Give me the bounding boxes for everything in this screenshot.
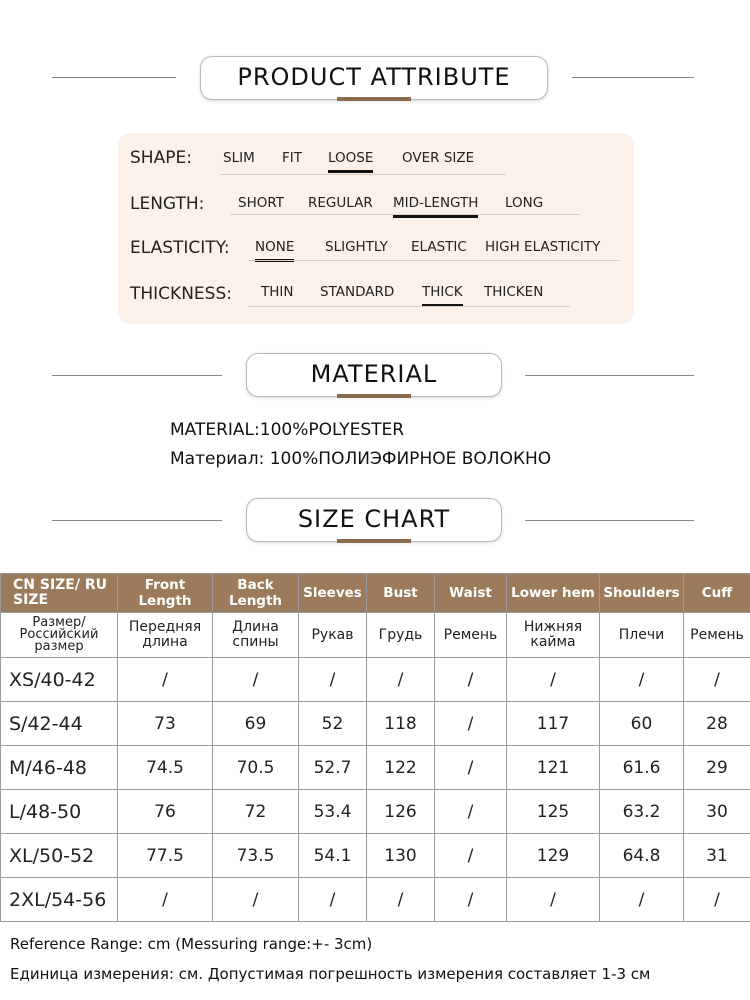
table-cell: / (684, 658, 750, 702)
attr-label: ELASTICITY: (130, 238, 230, 258)
table-cell: 121 (507, 746, 600, 790)
table-cell: / (435, 702, 507, 746)
table-cell: 117 (507, 702, 600, 746)
header-cell: Back Length (213, 574, 299, 613)
size-cell: L/48-50 (1, 790, 118, 834)
table-cell: 76 (118, 790, 213, 834)
section-title-product-attribute (200, 56, 548, 100)
table-cell: / (118, 878, 213, 922)
title-underbar (337, 97, 411, 101)
table-row (1, 878, 750, 922)
material-english: MATERIAL:100%POLYESTER (170, 420, 405, 440)
attr-option: THIN (261, 284, 294, 300)
table-cell: / (299, 878, 367, 922)
attr-rule (248, 260, 620, 261)
measurement-note-english: Reference Range: cm (Messuring range:+- 3cm) (10, 935, 373, 953)
attr-label: LENGTH: (130, 194, 205, 214)
title-underbar (337, 394, 411, 398)
header-cell: Передняя длина (118, 613, 213, 658)
table-row (1, 834, 750, 878)
table-cell: / (213, 658, 299, 702)
table-cell: 54.1 (299, 834, 367, 878)
table-cell: / (435, 878, 507, 922)
divider-line (525, 520, 694, 521)
attr-option-selected: THICK (422, 284, 463, 300)
table-cell: 126 (367, 790, 435, 834)
table-cell: / (299, 658, 367, 702)
size-cell: XS/40-42 (1, 658, 118, 702)
header-cell: Bust (367, 574, 435, 613)
table-cell: 77.5 (118, 834, 213, 878)
header-cell: Размер/ Российский размер (1, 613, 118, 658)
table-cell: / (600, 658, 684, 702)
attr-option: THICKEN (484, 284, 544, 300)
attr-option: FIT (282, 150, 302, 166)
table-cell: 69 (213, 702, 299, 746)
attr-label: THICKNESS: (130, 284, 232, 304)
table-header-english (1, 574, 750, 613)
table-cell: / (507, 878, 600, 922)
material-russian: Материал: 100%ПОЛИЭФИРНОЕ ВОЛОКНО (170, 449, 552, 469)
table-row (1, 658, 750, 702)
size-chart-table (0, 573, 750, 922)
section-title-text: MATERIAL (310, 360, 438, 388)
divider-line (52, 520, 222, 521)
attr-option: LONG (505, 195, 544, 211)
table-cell: / (435, 790, 507, 834)
header-cell: Ремень (435, 613, 507, 658)
table-cell: 64.8 (600, 834, 684, 878)
header-cell: Плечи (600, 613, 684, 658)
table-cell: 28 (684, 702, 750, 746)
table-cell: 74.5 (118, 746, 213, 790)
attr-option: HIGH ELASTICITY (485, 239, 601, 255)
size-cell: S/42-44 (1, 702, 118, 746)
table-row (1, 702, 750, 746)
header-cell: CN SIZE/ RU SIZE (1, 574, 118, 613)
table-header-russian (1, 613, 750, 658)
table-cell: 70.5 (213, 746, 299, 790)
attr-rule (248, 306, 570, 307)
table-cell: 53.4 (299, 790, 367, 834)
table-cell: 52.7 (299, 746, 367, 790)
attr-option: REGULAR (308, 195, 373, 211)
header-cell: Ремень (684, 613, 750, 658)
measurement-note-russian: Единица измерения: см. Допустимая погрешность измерения составляет 1-3 см (10, 965, 651, 983)
table-cell: 118 (367, 702, 435, 746)
header-cell: Cuff (684, 574, 750, 613)
table-cell: 130 (367, 834, 435, 878)
size-cell: XL/50-52 (1, 834, 118, 878)
table-cell: 73 (118, 702, 213, 746)
attr-rule (230, 214, 580, 215)
table-cell: / (367, 658, 435, 702)
table-cell: / (435, 658, 507, 702)
section-title-text: SIZE CHART (297, 505, 451, 533)
table-cell: / (435, 746, 507, 790)
attr-label: SHAPE: (130, 148, 192, 168)
header-cell: Shoulders (600, 574, 684, 613)
header-cell: Рукав (299, 613, 367, 658)
table-cell: / (507, 658, 600, 702)
divider-line (52, 77, 176, 78)
table-cell: / (367, 878, 435, 922)
table-cell: 52 (299, 702, 367, 746)
attr-option: SLIGHTLY (325, 239, 388, 255)
title-underbar (337, 539, 411, 543)
table-cell: / (684, 878, 750, 922)
attr-option: STANDARD (320, 284, 395, 300)
table-cell: / (213, 878, 299, 922)
attr-option: SLIM (223, 150, 255, 166)
section-title-size-chart (246, 498, 502, 542)
section-title-material (246, 353, 502, 397)
attr-option: OVER SIZE (402, 150, 475, 166)
table-cell: / (600, 878, 684, 922)
attr-option-selected: MID-LENGTH (393, 195, 479, 211)
attr-option: SHORT (238, 195, 284, 211)
table-cell: 72 (213, 790, 299, 834)
divider-line (52, 375, 222, 376)
header-cell: Нижняя кайма (507, 613, 600, 658)
table-cell: 60 (600, 702, 684, 746)
header-cell: Длина спины (213, 613, 299, 658)
table-row (1, 746, 750, 790)
header-cell: Waist (435, 574, 507, 613)
header-cell: Грудь (367, 613, 435, 658)
table-cell: / (118, 658, 213, 702)
attr-rule (220, 174, 506, 175)
header-cell: Sleeves (299, 574, 367, 613)
table-cell: 29 (684, 746, 750, 790)
table-cell: 125 (507, 790, 600, 834)
table-row (1, 790, 750, 834)
table-cell: 129 (507, 834, 600, 878)
divider-line (525, 375, 694, 376)
header-cell: Lower hem (507, 574, 600, 613)
table-cell: 122 (367, 746, 435, 790)
section-title-text: PRODUCT ATTRIBUTE (237, 63, 511, 91)
attr-option-selected: NONE (255, 239, 295, 255)
attr-option: ELASTIC (411, 239, 467, 255)
size-cell: 2XL/54-56 (1, 878, 118, 922)
size-cell: M/46-48 (1, 746, 118, 790)
table-cell: 61.6 (600, 746, 684, 790)
table-cell: 31 (684, 834, 750, 878)
table-cell: / (435, 834, 507, 878)
table-cell: 73.5 (213, 834, 299, 878)
table-cell: 30 (684, 790, 750, 834)
header-cell: Front Length (118, 574, 213, 613)
attr-option-selected: LOOSE (328, 150, 374, 166)
attribute-panel (118, 133, 634, 324)
divider-line (572, 77, 694, 78)
table-cell: 63.2 (600, 790, 684, 834)
